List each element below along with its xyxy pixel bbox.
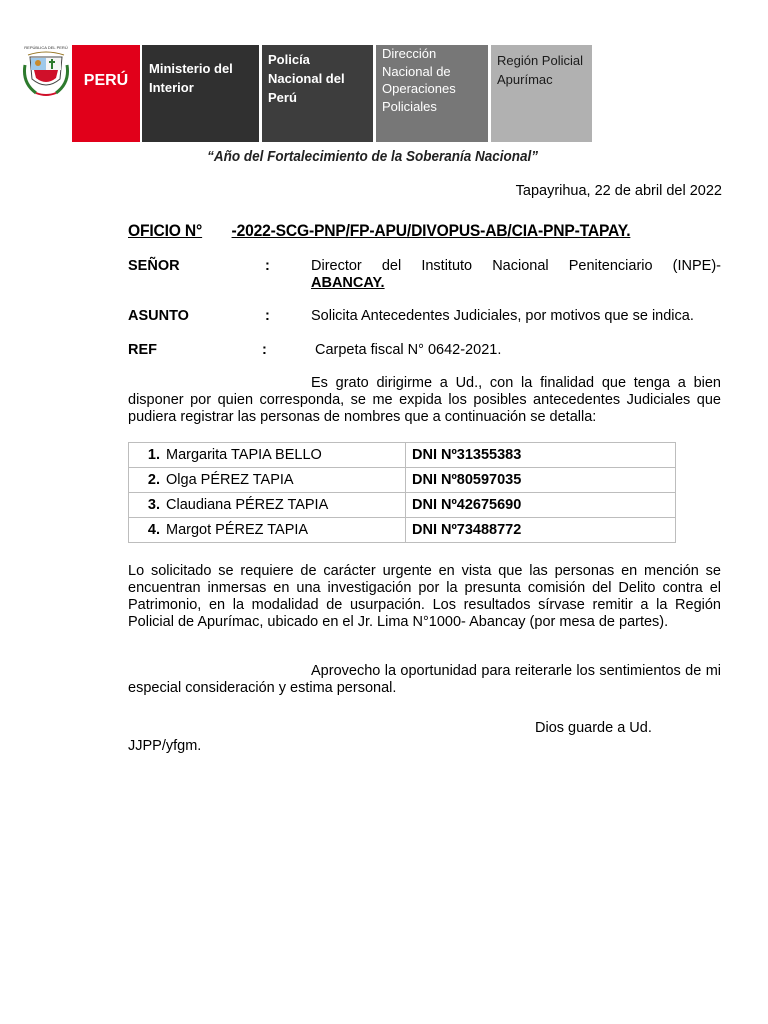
asunto-value: Solicita Antecedentes Judiciales, por motivos que se indica.	[311, 308, 694, 324]
policia-block	[262, 45, 373, 142]
direccion-block	[376, 45, 488, 142]
person-dni: DNI Nº31355383	[406, 443, 676, 468]
persons-table	[128, 442, 676, 543]
person-name: Margot PÉREZ TAPIA	[166, 522, 309, 538]
ref-colon: :	[262, 342, 267, 358]
closing-paragraph	[128, 663, 721, 697]
year-motto: “Año del Fortalecimiento de la Soberanía Nacional”	[207, 148, 539, 165]
direccion-label: Dirección Nacional de Operaciones Policiales	[382, 46, 456, 114]
oficio-code: -2022-SCG-PNP/FP-APU/DIVOPUS-AB/CIA-PNP-TAPAY.	[231, 221, 631, 240]
person-dni: DNI Nº42675690	[406, 493, 676, 518]
ministerio-block	[142, 45, 259, 142]
region-block	[491, 45, 592, 142]
peru-brand-block	[72, 45, 140, 142]
person-number: 4.	[147, 522, 160, 538]
table-row	[129, 468, 676, 493]
person-cell	[129, 443, 406, 468]
intro-paragraph	[128, 375, 721, 426]
person-cell	[129, 518, 406, 543]
initials: JJPP/yfgm.	[128, 738, 202, 754]
asunto-label: ASUNTO	[128, 308, 189, 324]
national-emblem-icon	[22, 45, 70, 99]
intro-text: Es grato dirigirme a Ud., con la finalidad que tenga a bien disponer por quien corresponda, se me expida los posibles antecedentes Judiciales que pudiera registrar las personas de nombres que a continuación se detalla:	[128, 375, 721, 425]
person-name: Claudiana PÉREZ TAPIA	[166, 497, 329, 513]
person-name: Margarita TAPIA BELLO	[166, 447, 322, 463]
person-dni: DNI Nº80597035	[406, 468, 676, 493]
person-cell	[129, 468, 406, 493]
oficio-prefix: OFICIO N°	[128, 221, 203, 240]
senor-label: SEÑOR	[128, 258, 180, 274]
body-paragraph: Lo solicitado se requiere de carácter urgente en vista que las personas en mención se encuentran inmersas en una investigación por la presunta comisión del Delito contra el Patrimonio, en la modalidad de usurpación. Los resultados sírvase remitir a la Región Policial de Apurímac, ubicado en el Jr. Lima N°1000- Abancay (por mesa de partes).	[128, 563, 721, 630]
person-dni: DNI Nº73488772	[406, 518, 676, 543]
senor-value: Director del Instituto Nacional Penitenciario (INPE)-	[311, 258, 721, 274]
farewell: Dios guarde a Ud.	[535, 720, 652, 736]
ref-label: REF	[128, 342, 157, 358]
person-number: 2.	[147, 472, 160, 488]
emblem-label: REPÚBLICA DEL PERÚ	[24, 45, 68, 50]
closing-text: Aprovecho la oportunidad para reiterarle los sentimientos de mi especial consideración y estima personal.	[128, 663, 721, 696]
senor-value-city: ABANCAY.	[311, 275, 385, 291]
table-row	[129, 493, 676, 518]
ref-value: Carpeta fiscal N° 0642-2021.	[315, 342, 502, 358]
policia-label: Policía Nacional del Perú	[268, 52, 345, 105]
ministerio-label: Ministerio del Interior	[149, 61, 233, 95]
asunto-colon: :	[265, 308, 270, 324]
peru-label: PERÚ	[83, 72, 129, 89]
person-number: 3.	[147, 497, 160, 513]
person-name: Olga PÉREZ TAPIA	[166, 472, 294, 488]
senor-colon: :	[265, 258, 270, 274]
document-date: Tapayrihua, 22 de abril del 2022	[515, 183, 722, 199]
oficio-number	[128, 221, 630, 241]
region-label: Región Policial Apurímac	[497, 53, 583, 87]
person-cell	[129, 493, 406, 518]
table-row	[129, 443, 676, 468]
person-number: 1.	[147, 447, 160, 463]
table-row	[129, 518, 676, 543]
